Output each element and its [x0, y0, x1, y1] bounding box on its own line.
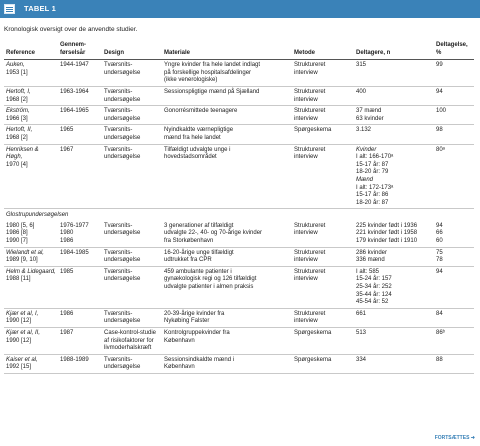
- cell-line: 94: [436, 222, 443, 229]
- method-cell: [292, 221, 354, 247]
- participants-cell: [354, 308, 434, 327]
- design-cell: [102, 221, 162, 247]
- cell-line: 336 mænd: [356, 257, 385, 264]
- col-design: Design: [102, 41, 162, 60]
- method-cell: [292, 125, 354, 144]
- cell-line: Tværsnits-: [104, 356, 133, 363]
- table-row: [4, 106, 474, 125]
- cell-line: Tværsnits-: [104, 222, 133, 229]
- year-cell: 1944-1947: [58, 60, 102, 87]
- cell-line: 286 kvinder: [356, 249, 388, 256]
- cell-line: interview: [294, 69, 318, 76]
- reference-authors: Hertoft, I,: [6, 88, 31, 95]
- cell-line: undersøgelse: [104, 318, 141, 325]
- col-participation: Deltagelse, %: [434, 41, 474, 60]
- cell-line: 45-54 år: 52: [356, 299, 389, 306]
- participants-cell: [354, 354, 434, 373]
- cell-line: Spørgeskema: [294, 356, 332, 363]
- cell-line: 88: [436, 356, 443, 363]
- reference-authors: Henriksen & Høgh,: [6, 146, 39, 161]
- design-cell: [102, 106, 162, 125]
- participation-cell: [434, 308, 474, 327]
- col-method: Metode: [292, 41, 354, 60]
- cell-line: Tværsnits-: [104, 62, 133, 69]
- cell-line: udtrukket fra CPR: [164, 257, 212, 264]
- participants-cell: [354, 86, 434, 105]
- year-cell: 1965: [58, 125, 102, 144]
- design-cell: [102, 86, 162, 105]
- studies-table: [4, 41, 474, 374]
- material-cell: [162, 221, 292, 247]
- cell-line: interview: [294, 230, 318, 237]
- material-cell: [162, 308, 292, 327]
- participants-cell: [354, 328, 434, 355]
- material-cell: [162, 125, 292, 144]
- table-row: [4, 354, 474, 373]
- cell-line: 15-24 år: 157: [356, 276, 392, 283]
- table-row: [4, 60, 474, 87]
- cell-line: 661: [356, 310, 367, 317]
- cell-line: 459 ambulante patienter i: [164, 268, 232, 275]
- col-year: Gennem- førselsår: [58, 41, 102, 60]
- reference-year: 1953 [1]: [6, 69, 28, 76]
- participants-cell: [354, 266, 434, 308]
- method-cell: [292, 86, 354, 105]
- cell-line: Tværsnits-: [104, 249, 133, 256]
- reference-cell: [4, 266, 58, 308]
- reference-authors: Hertoft, II,: [6, 127, 33, 134]
- cell-line: Kvinder: [356, 146, 377, 153]
- cell-line: (ikke venerologiske): [164, 77, 218, 84]
- reference-year: 1968 [2]: [6, 96, 28, 103]
- cell-line: interview: [294, 154, 318, 161]
- reference-year: 1968 [2]: [6, 134, 28, 141]
- table-row: [4, 221, 474, 247]
- cell-line: 1986: [60, 238, 74, 245]
- cell-line: på forskellige hospitalsafdelinger: [164, 69, 252, 76]
- participation-cell: [434, 106, 474, 125]
- cell-line: 60: [436, 238, 443, 245]
- year-cell: 1963-1964: [58, 86, 102, 105]
- design-cell: [102, 144, 162, 209]
- cell-line: undersøgelse: [104, 96, 141, 103]
- reference-authors: Wielandt et al,: [6, 249, 44, 256]
- cell-line: I alt: 172-173ᵃ: [356, 184, 394, 191]
- cell-line: 25-34 år: 252: [356, 284, 392, 291]
- material-cell: [162, 106, 292, 125]
- cell-line: 80ᵃ: [436, 146, 445, 153]
- cell-line: 18-20 år: 79: [356, 169, 389, 176]
- cell-line: 334: [356, 356, 367, 363]
- cell-line: 78: [436, 257, 443, 264]
- cell-line: København: [164, 364, 195, 371]
- cell-line: Nykøbing Falster: [164, 318, 210, 325]
- cell-line: Struktureret: [294, 249, 326, 256]
- cell-line: Struktureret: [294, 62, 326, 69]
- participants-cell: [354, 106, 434, 125]
- design-cell: [102, 328, 162, 355]
- method-cell: [292, 266, 354, 308]
- material-cell: [162, 86, 292, 105]
- cell-line: Spørgeskema: [294, 127, 332, 134]
- cell-line: hovedstadsområdet: [164, 154, 217, 161]
- cell-line: af risikofaktorer for: [104, 337, 154, 344]
- cell-line: interview: [294, 257, 318, 264]
- col-material: Materiale: [162, 41, 292, 60]
- year-cell: 1987: [58, 328, 102, 355]
- reference-cell: [4, 247, 58, 266]
- reference-year: 1990 [12]: [6, 318, 32, 325]
- cell-line: Tværsnits-: [104, 127, 133, 134]
- cell-line: 221 kvinder født i 1958: [356, 230, 418, 237]
- cell-line: mænd fra hele landet: [164, 134, 221, 141]
- cell-line: undersøgelse: [104, 154, 141, 161]
- reference-cell: [4, 106, 58, 125]
- participants-cell: [354, 247, 434, 266]
- cell-line: 20-39-årige kvinder fra: [164, 310, 225, 317]
- table-row: [4, 308, 474, 327]
- design-cell: [102, 308, 162, 327]
- cell-line: 3 generationer af tilfældigt: [164, 222, 234, 229]
- cell-line: Tværsnits-: [104, 310, 133, 317]
- cell-line: 15-17 år: 86: [356, 192, 389, 199]
- participation-cell: [434, 144, 474, 209]
- table-header-row: [4, 41, 474, 60]
- reference-cell: [4, 328, 58, 355]
- reference-cell: [4, 144, 58, 209]
- cell-line: Struktureret: [294, 88, 326, 95]
- participation-cell: [434, 247, 474, 266]
- material-cell: [162, 247, 292, 266]
- year-cell: 1964-1965: [58, 106, 102, 125]
- cell-line: 3.132: [356, 127, 372, 134]
- cell-line: 98: [436, 127, 443, 134]
- cell-line: Case-kontrol-studie: [104, 330, 157, 336]
- cell-line: 15-17 år: 87: [356, 161, 389, 168]
- cell-line: interview: [294, 318, 318, 325]
- participation-cell: [434, 354, 474, 373]
- participation-cell: [434, 328, 474, 355]
- cell-line: Tilfældigt udvalgte unge i: [164, 146, 231, 153]
- participation-cell: [434, 266, 474, 308]
- reference-authors: Kjær et al, II,: [6, 330, 41, 336]
- cell-line: Tværsnits-: [104, 108, 133, 115]
- col-participants: Deltagere, n: [354, 41, 434, 60]
- cell-line: interview: [294, 115, 318, 122]
- reference-year: 1966 [3]: [6, 115, 28, 122]
- cell-line: interview: [294, 96, 318, 103]
- cell-line: 37 mænd: [356, 108, 382, 115]
- reference-cell: [4, 354, 58, 373]
- cell-line: undersøgelse: [104, 257, 141, 264]
- cell-line: undersøgelse: [104, 69, 141, 76]
- cell-line: 63 kvinder: [356, 115, 384, 122]
- cell-line: 1980: [60, 230, 74, 237]
- cell-line: 94: [436, 88, 443, 95]
- material-cell: [162, 266, 292, 308]
- reference-year: 1992 [15]: [6, 364, 32, 371]
- cell-line: I alt: 166-170ᵃ: [356, 154, 394, 161]
- col-reference: Reference: [4, 41, 58, 60]
- reference-authors: Kaiser et al,: [6, 356, 38, 363]
- design-cell: [102, 247, 162, 266]
- year-cell: 1984-1985: [58, 247, 102, 266]
- cell-line: Struktureret: [294, 310, 326, 317]
- cell-line: interview: [294, 276, 318, 283]
- cell-line: Nyindkaldte værnepligtige: [164, 127, 234, 134]
- reference-authors: Kjær et al, I,: [6, 310, 39, 317]
- cell-line: 513: [356, 330, 367, 336]
- material-cell: [162, 354, 292, 373]
- participation-cell: [434, 86, 474, 105]
- table-caption: Kronologisk oversigt over de anvendte studier.: [4, 26, 138, 33]
- reference-cell: [4, 221, 58, 247]
- table-row: [4, 209, 474, 221]
- cell-line: Tværsnits-: [104, 146, 133, 153]
- participants-cell: [354, 125, 434, 144]
- cell-line: fra Storkøbenhavn: [164, 238, 214, 245]
- cell-line: 1976-1977: [60, 222, 89, 229]
- cell-line: undersøgelse: [104, 115, 141, 122]
- method-cell: [292, 106, 354, 125]
- year-cell: 1988-1989: [58, 354, 102, 373]
- year-cell: 1986: [58, 308, 102, 327]
- cell-line: 66: [436, 230, 443, 237]
- cell-line: 84: [436, 310, 443, 317]
- reference-authors: Helm & Lidegaard,: [6, 268, 56, 275]
- year-cell: 1967: [58, 144, 102, 209]
- cell-line: Gonorrésmittede teenagere: [164, 108, 238, 115]
- cell-line: gynækologisk regi og 126 tilfældigt: [164, 276, 257, 283]
- cell-line: 1990 [7]: [6, 238, 28, 245]
- method-cell: [292, 60, 354, 87]
- table-row: [4, 144, 474, 209]
- reference-cell: [4, 125, 58, 144]
- material-cell: [162, 60, 292, 87]
- table-row: [4, 266, 474, 308]
- reference-cell: [4, 308, 58, 327]
- participation-cell: [434, 60, 474, 87]
- cell-line: undersøgelse: [104, 364, 141, 371]
- table-row: [4, 86, 474, 105]
- cell-line: Struktureret: [294, 268, 326, 275]
- participation-cell: [434, 125, 474, 144]
- cell-line: Sessionsindkaldte mænd i: [164, 356, 235, 363]
- cell-line: Yngre kvinder fra hele landet indlagt: [164, 62, 261, 69]
- cell-line: udvalgte patienter i almen praksis: [164, 284, 254, 291]
- method-cell: [292, 354, 354, 373]
- cell-line: Struktureret: [294, 222, 326, 229]
- cell-line: 16-20-årige unge tilfældigt: [164, 249, 234, 256]
- cell-line: Tværsnits-: [104, 268, 133, 275]
- design-cell: [102, 60, 162, 87]
- reference-authors: Auken,: [6, 62, 25, 69]
- cell-line: livmoderhalskræft: [104, 345, 152, 352]
- cell-line: 18-20 år: 87: [356, 199, 389, 206]
- cell-line: undersøgelse: [104, 134, 141, 141]
- reference-year: 1988 [11]: [6, 276, 31, 283]
- cell-line: Kontrolgruppekvinder fra: [164, 330, 230, 336]
- cell-line: 94: [436, 268, 443, 275]
- cell-line: Spørgeskema: [294, 330, 332, 336]
- cell-line: undersøgelse: [104, 276, 141, 283]
- participation-cell: [434, 221, 474, 247]
- design-cell: [102, 125, 162, 144]
- method-cell: [292, 328, 354, 355]
- cell-line: 35-44 år: 124: [356, 291, 392, 298]
- cell-line: I alt: 585: [356, 268, 380, 275]
- cell-line: 179 kvinder født i 1910: [356, 238, 418, 245]
- participants-cell: [354, 221, 434, 247]
- cell-line: udvalgte 22-, 40- og 70-årige kvinder: [164, 230, 263, 237]
- cell-line: 1986 [8]: [6, 230, 28, 237]
- reference-authors: Ekström,: [6, 108, 30, 115]
- reference-year: 1989 [9, 10]: [6, 257, 38, 264]
- cell-line: 225 kvinder født i 1936: [356, 222, 418, 229]
- design-cell: [102, 266, 162, 308]
- cell-line: 400: [356, 88, 367, 95]
- method-cell: [292, 247, 354, 266]
- cell-line: 86ᵇ: [436, 330, 445, 336]
- table-row: [4, 125, 474, 144]
- cell-line: 99: [436, 62, 443, 69]
- year-cell: 1985: [58, 266, 102, 308]
- cell-line: København: [164, 337, 195, 344]
- reference-year: 1990 [12]: [6, 337, 32, 344]
- reference-year: 1970 [4]: [6, 161, 28, 168]
- cell-line: 315: [356, 62, 367, 69]
- material-cell: [162, 144, 292, 209]
- continues-link[interactable]: FORTSÆTTES ➜: [434, 435, 475, 441]
- table-header-bar: [0, 0, 480, 18]
- table-row: [4, 328, 474, 355]
- table-icon: [4, 4, 15, 14]
- cell-line: Sessionspligtige mænd på Sjælland: [164, 88, 260, 95]
- cell-line: Struktureret: [294, 146, 326, 153]
- design-cell: [102, 354, 162, 373]
- participants-cell: [354, 144, 434, 209]
- participants-cell: [354, 60, 434, 87]
- reference-cell: [4, 86, 58, 105]
- cell-line: 1980 [5, 6]: [6, 222, 35, 229]
- method-cell: [292, 144, 354, 209]
- cell-line: undersøgelse: [104, 230, 141, 237]
- reference-cell: [4, 60, 58, 87]
- method-cell: [292, 308, 354, 327]
- material-cell: [162, 328, 292, 355]
- cell-line: Tværsnits-: [104, 88, 133, 95]
- cell-line: Struktureret: [294, 108, 326, 115]
- year-cell: [58, 221, 102, 247]
- cell-line: Mænd: [356, 176, 374, 183]
- cell-line: 100: [436, 108, 447, 115]
- cell-line: 75: [436, 249, 443, 256]
- table-row: [4, 247, 474, 266]
- table-title: TABEL 1: [24, 4, 56, 13]
- section-label: Glostrupundersøgelsen: [6, 212, 69, 219]
